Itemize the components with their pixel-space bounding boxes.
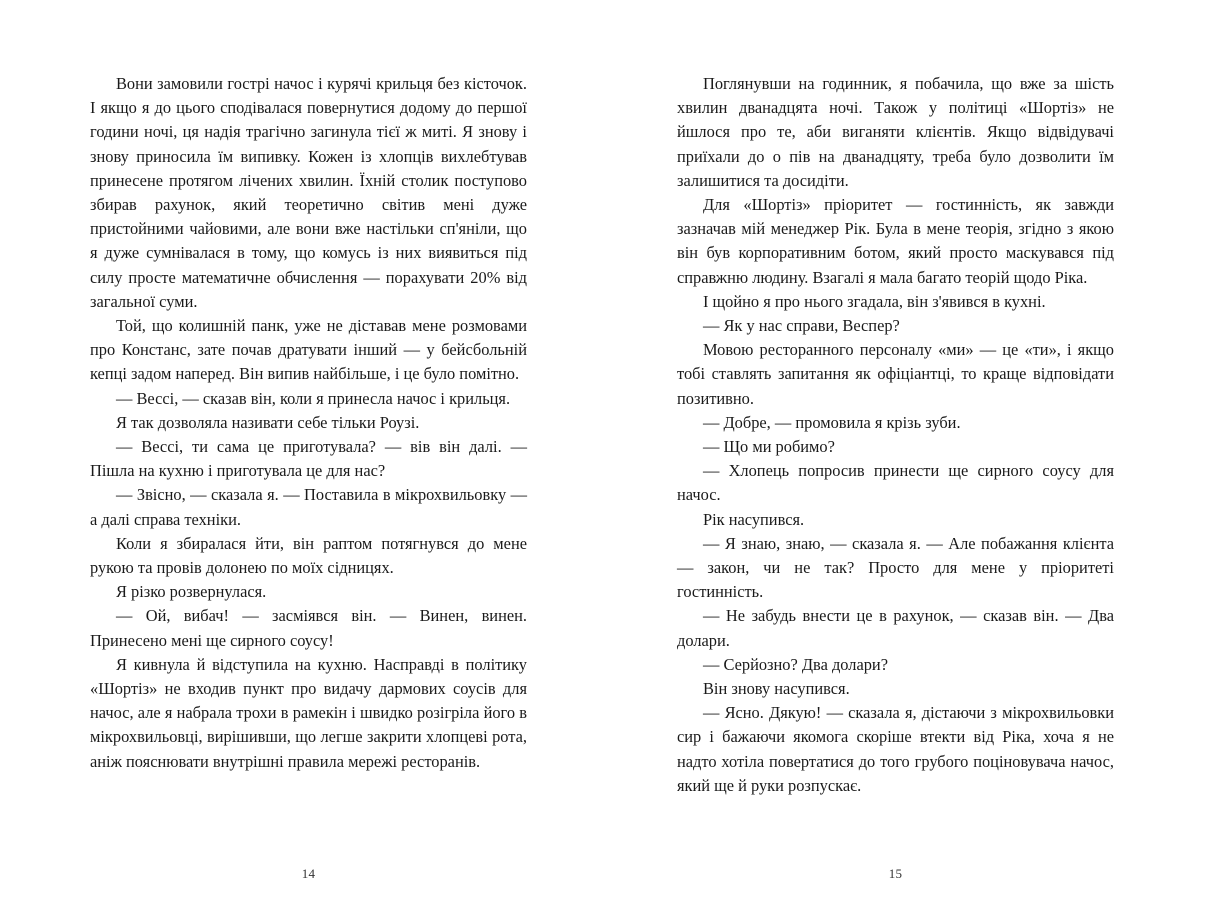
paragraph: Рік насупився. [703, 509, 805, 529]
paragraph: Мовою ресторанного персоналу «ми» — це «ти», і якщо тобі ставлять запитання як офіціантці, то краще відповідати позитивно. [677, 340, 1114, 408]
paragraph: — Не забудь внести це в рахунок, — сказав він. — Два долари. [677, 606, 1114, 650]
body-text-right [677, 72, 1114, 798]
page-left [0, 72, 602, 924]
paragraph: — Ясно. Дякую! — сказала я, дістаючи з мікрохвильовки сир і бажаючи якомога скоріше втекти від Ріка, хоча я не надто хотіла повертатися до того грубого поціновувача начос, який ще й руки розпускає. [677, 703, 1114, 795]
paragraph: — Що ми робимо? [703, 437, 835, 457]
paragraph: Я різко розвернулася. [116, 582, 267, 602]
paragraph: Він знову насупився. [703, 679, 850, 699]
paragraph: — Ой, вибач! — засміявся він. — Винен, винен. Принесено мені ще сирного соусу! [90, 606, 527, 650]
paragraph: Поглянувши на годинник, я побачила, що вже за шість хвилин дванадцята ночі. Також у політиці «Шортіз» не йшлося про те, аби виганяти клієнтів. Якщо відвідувачі приїхали до о пів на дванадцяту, треба було дозволити їм залишитися та досидіти. [677, 74, 1114, 190]
paragraph: Я кивнула й відступила на кухню. Насправді в політику «Шортіз» не входив пункт про видачу дармових соусів для начос, але я набрала трохи в рамекін і швидко розігріла його в мікрохвильовці, вирішивши, що легше закрити хлопцеві рота, аніж пояснювати внутрішні правила мережі ресторанів. [90, 654, 527, 771]
paragraph: — Добре, — промовила я крізь зуби. [703, 412, 961, 432]
paragraph: Той, що колишній панк, уже не діставав мене розмовами про Констанс, зате почав дратувати інший — у бейсбольній кепці задом наперед. Він випив найбільше, і це було помітно. [90, 316, 527, 384]
paragraph: — Звісно, — сказала я. — Поставила в мікрохвильовку — а далі справа техніки. [90, 485, 527, 529]
body-text-left [90, 72, 527, 774]
paragraph: — Я знаю, знаю, — сказала я. — Але побажання клієнта — закон, чи не так? Просто для мене у пріоритеті гостинність. [677, 533, 1114, 602]
paragraph: Вони замовили гострі начос і курячі крильця без кісточок. І якщо я до цього сподівалася повернутися додому до першої години ночі, ця надія трагічно загинула тієї ж миті. Я знову і знову приносила їм випивку. Кожен із хлопців вихлебтував принесене протягом лічених хвилин. Їхній столик поступово збирав рахунок, який теоретично світив мені дуже пристойними чайовими, але вони вже настільки сп'яніли, що я дуже сумнівалася в тому, що комусь із них виявиться під силу просте математичне обчислення — порахувати 20% від загальної суми. [90, 74, 527, 311]
paragraph: Я так дозволяла називати себе тільки Роузі. [116, 412, 420, 432]
page-number: 15 [888, 866, 903, 881]
paragraph: — Вессі, — сказав він, коли я принесла начос і крильця. [116, 388, 511, 408]
paragraph: — Серйозно? Два долари? [703, 654, 888, 674]
paragraph: — Хлопець попросив принести ще сирного соусу для начос. [677, 461, 1114, 505]
page-number: 14 [301, 866, 316, 881]
paragraph: І щойно я про нього згадала, він з'явився в кухні. [703, 291, 1046, 311]
paragraph: — Як у нас справи, Веспер? [703, 316, 900, 336]
paragraph: Для «Шортіз» пріоритет — гостинність, як завжди зазначав мій менеджер Рік. Була в мене теорія, згідно з якою він був корпоративним ботом, який просто маскувався під справжню людину. Взагалі я мала багато теорій щодо Ріка. [677, 195, 1114, 287]
paragraph: — Вессі, ти сама це приготувала? — вів він далі. — Пішла на кухню і приготувала це для нас? [90, 437, 527, 481]
paragraph: Коли я збиралася йти, він раптом потягнувся до мене рукою та провів долонею по моїх сідницях. [90, 533, 527, 578]
page-right [602, 72, 1204, 924]
